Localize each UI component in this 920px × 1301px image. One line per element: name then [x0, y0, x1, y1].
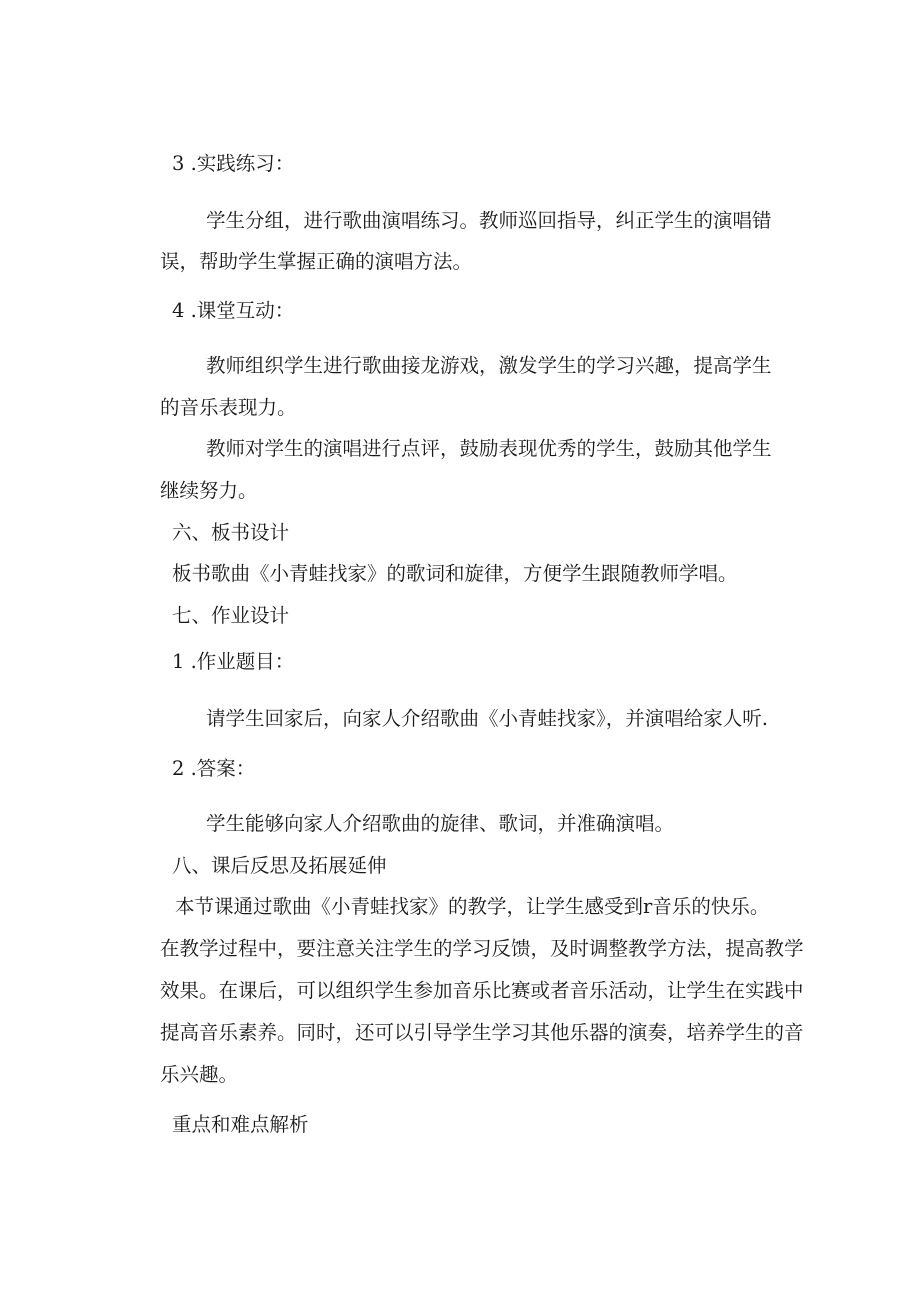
interaction-paragraph-line: 教师对学生的演唱进行点评，鼓励表现优秀的学生，鼓励其他学生 — [206, 437, 772, 460]
homework-question-text: 请学生回家后，向家人介绍歌曲《小青蛙找家》，并演唱给家人听. — [206, 707, 768, 730]
reflection-line: 效果。在课后，可以组织学生参加音乐比赛或者音乐活动，让学生在实践中 — [160, 979, 804, 1002]
homework-answer-text: 学生能够向家人介绍歌曲的旋律、歌词，并准确演唱。 — [206, 812, 675, 835]
keypoints-heading: 重点和难点解析 — [172, 1113, 309, 1136]
reflection-line: 提高音乐素养。同时，还可以引导学生学习其他乐器的演奏，培养学生的音 — [160, 1021, 804, 1044]
reflection-heading: 八、课后反思及拓展延伸 — [172, 854, 387, 877]
homework-answer-heading: 2 .答案： — [172, 757, 256, 780]
interaction-paragraph-line: 教师组织学生进行歌曲接龙游戏，激发学生的学习兴趣，提高学生 — [206, 354, 772, 377]
practice-paragraph-line: 学生分组，进行歌曲演唱练习。教师巡回指导，纠正学生的演唱错 — [206, 209, 772, 232]
homework-question-heading: 1 .作业题目： — [172, 650, 295, 673]
reflection-line: 乐兴趣。 — [160, 1063, 239, 1086]
board-design-text: 板书歌曲《小青蛙找家》的歌词和旋律，方便学生跟随教师学唱。 — [172, 562, 738, 585]
interaction-paragraph-line: 继续努力。 — [160, 479, 258, 502]
practice-heading: 3 .实践练习： — [172, 152, 295, 175]
reflection-line: 本节课通过歌曲《小青蛙找家》的教学，让学生感受到r音乐的快乐。 — [175, 895, 770, 918]
interaction-paragraph-line: 的音乐表现力。 — [160, 396, 297, 419]
interaction-heading: 4 .课堂互动： — [172, 299, 295, 322]
practice-paragraph-line: 误，帮助学生掌握正确的演唱方法。 — [160, 250, 473, 273]
homework-heading: 七、作业设计 — [172, 604, 290, 627]
board-design-heading: 六、板书设计 — [172, 521, 290, 544]
reflection-line: 在教学过程中，要注意关注学生的学习反馈，及时调整教学方法，提高教学 — [160, 937, 804, 960]
